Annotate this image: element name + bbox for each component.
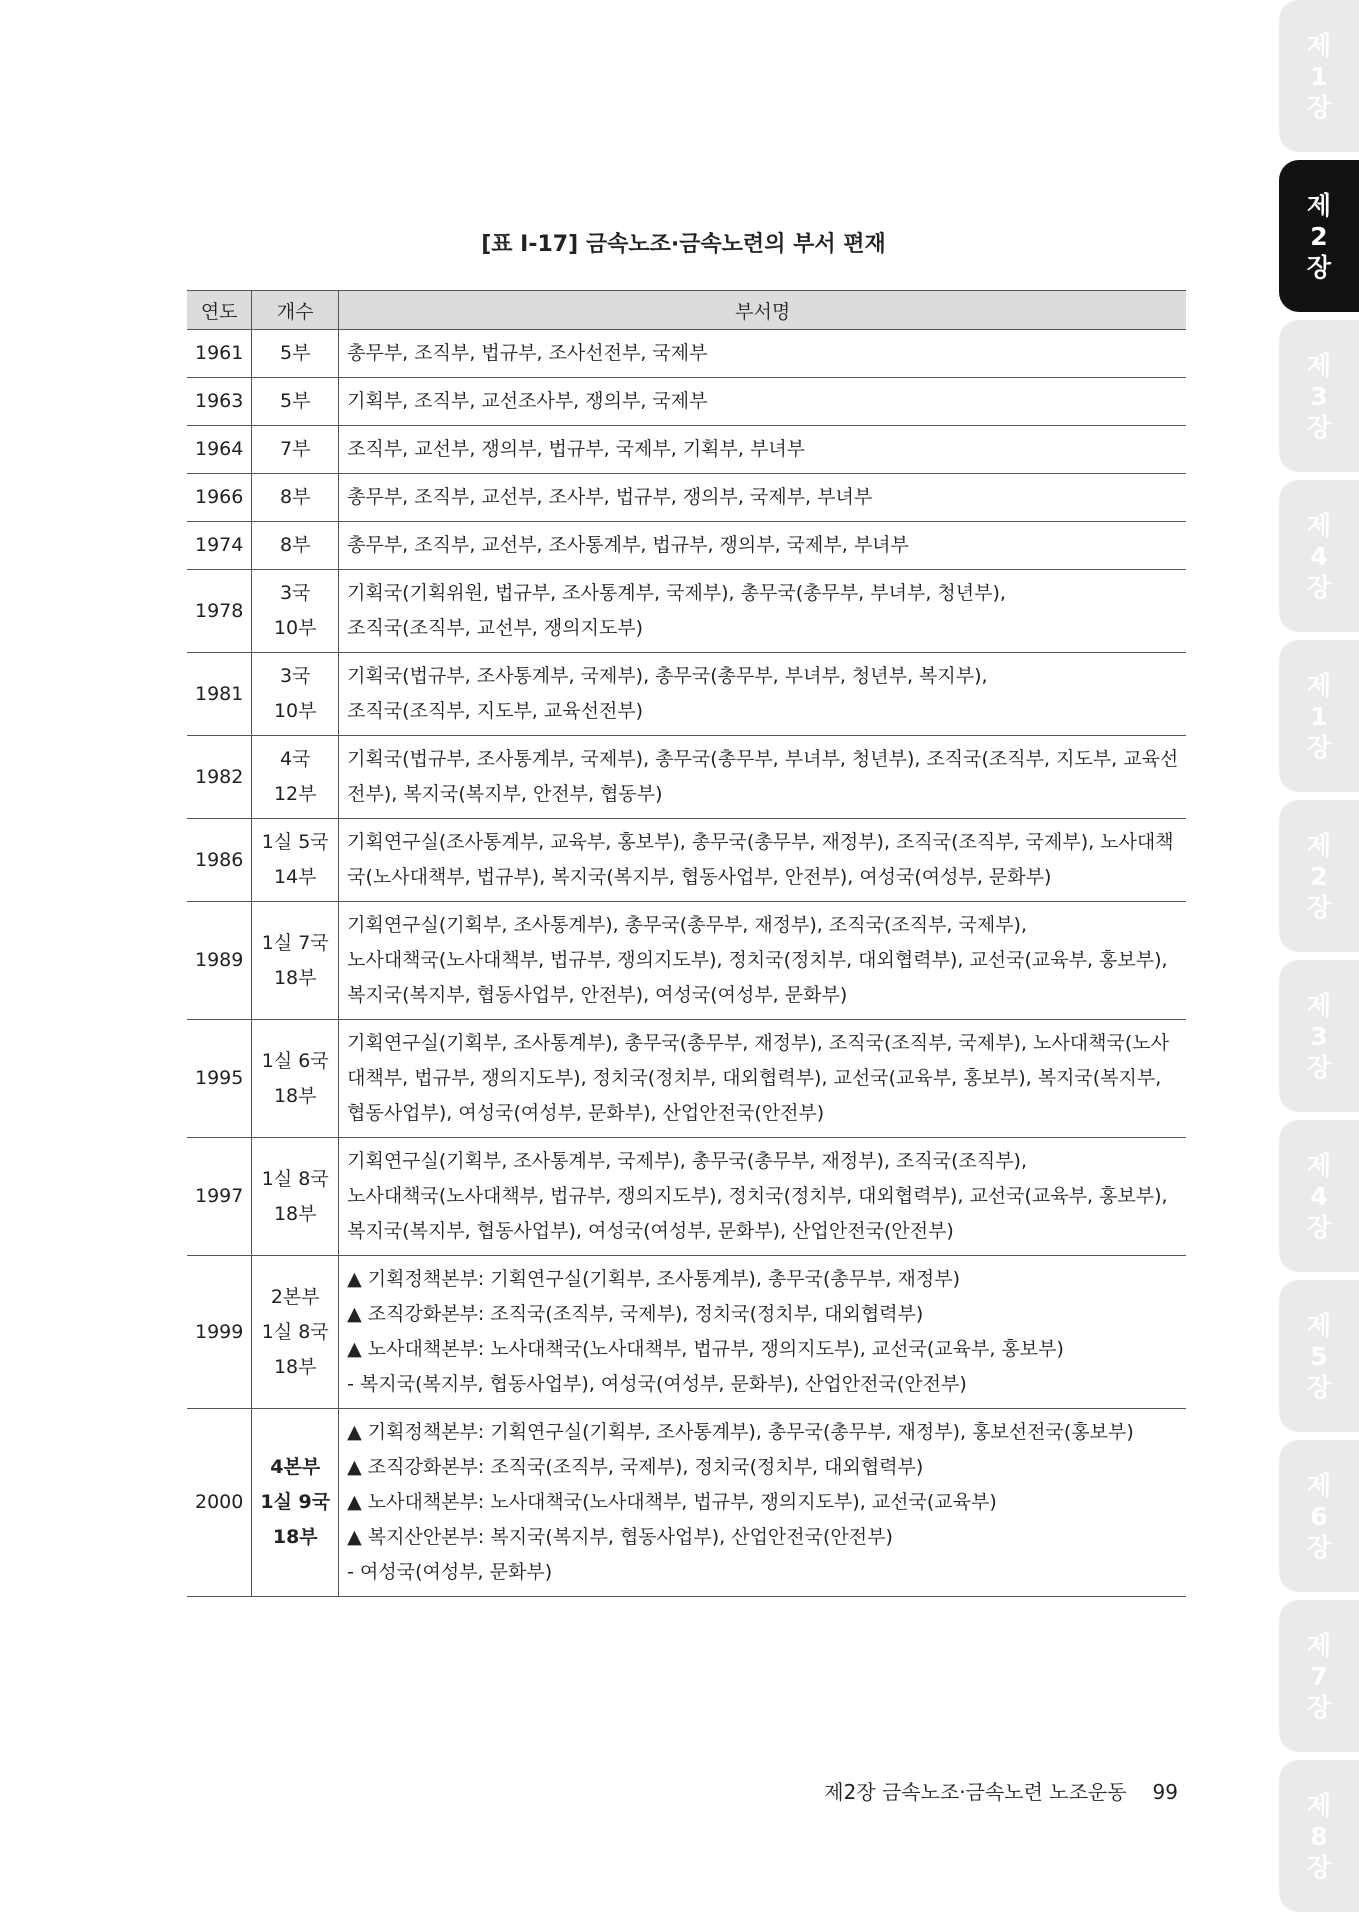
chapter-tab-char: 제 [1306, 510, 1332, 540]
department-line: 기획국(법규부, 조사통계부, 국제부), 총무국(총무부, 부녀부, 청년부), 조직국(조직부, 지도부, 교육선 [347, 748, 1179, 770]
department-line: ▲ 기획정책본부: 기획연구실(기획부, 조사통계부), 총무국(총무부, 재정부) [347, 1268, 961, 1290]
department-line: 기획연구실(조사통계부, 교육부, 홍보부), 총무국(총무부, 재정부), 조직국(조직부, 국제부), 노사대책 [347, 831, 1174, 853]
year-cell: 1978 [187, 570, 252, 653]
count-cell [252, 330, 339, 378]
departments-cell [339, 1138, 1187, 1256]
count-cell [252, 378, 339, 426]
count-line: 1실 5국 [261, 831, 329, 853]
departments-cell [339, 426, 1187, 474]
page-footer [824, 1776, 1178, 1805]
count-line: 1실 8국 [261, 1167, 329, 1190]
count-line: 10부 [273, 617, 317, 639]
count-cell [252, 426, 339, 474]
count-line: 8부 [280, 534, 311, 556]
header-departments: 부서명 [339, 291, 1187, 330]
department-line: 기획국(기획위원, 법규부, 조사통계부, 국제부), 총무국(총무부, 부녀부, 청년부), [347, 582, 1006, 604]
count-line: 1실 6국 [261, 1049, 329, 1072]
department-line: ▲ 조직강화본부: 조직국(조직부, 국제부), 정치국(정치부, 대외협력부) [347, 1456, 924, 1478]
count-line: 8부 [280, 486, 311, 508]
departments-cell [339, 522, 1187, 570]
chapter-tab-char: 장 [1306, 732, 1332, 762]
department-line: 노사대책국(노사대책부, 법규부, 쟁의지도부), 정치국(정치부, 대외협력부), 교선국(교육부, 홍보부), [347, 1185, 1168, 1207]
department-line: 기획연구실(기획부, 조사통계부), 총무국(총무부, 재정부), 조직국(조직부, 국제부), 노사대책국(노사 [347, 1032, 1169, 1054]
chapter-tab-char: 3 [1310, 1021, 1328, 1051]
count-line: 14부 [273, 866, 317, 888]
department-line: 대책부, 법규부, 쟁의지도부), 정치국(정치부, 대외협력부), 교선국(교육부, 홍보부), 복지국(복지부, [347, 1067, 1162, 1089]
table-row [187, 902, 1186, 1020]
department-line: 조직국(조직부, 지도부, 교육선전부) [347, 700, 644, 722]
chapter-tab[interactable] [1279, 0, 1359, 152]
chapter-tab-char: 제 [1306, 1150, 1332, 1180]
department-line: 노사대책국(노사대책부, 법규부, 쟁의지도부), 정치국(정치부, 대외협력부), 교선국(교육부, 홍보부), [347, 949, 1168, 971]
chapter-tab-char: 8 [1310, 1821, 1328, 1851]
year-cell: 1981 [187, 653, 252, 736]
year-cell: 1963 [187, 378, 252, 426]
department-line: 전부), 복지국(복지부, 안전부, 협동부) [347, 783, 663, 805]
department-line: ▲ 조직강화본부: 조직국(조직부, 국제부), 정치국(정치부, 대외협력부) [347, 1303, 924, 1325]
count-line: 18부 [273, 966, 317, 989]
chapter-tab-char: 장 [1306, 1212, 1332, 1242]
count-cell [252, 1138, 339, 1256]
count-line: 18부 [273, 1202, 317, 1225]
chapter-tab-char: 3 [1310, 381, 1328, 411]
table-row [187, 1020, 1186, 1138]
year-cell: 1997 [187, 1138, 252, 1256]
table-row [187, 653, 1186, 736]
table-row [187, 570, 1186, 653]
count-line: 1실 8국 [261, 1320, 329, 1343]
department-line: 총무부, 조직부, 교선부, 조사부, 법규부, 쟁의부, 국제부, 부녀부 [347, 486, 873, 508]
departments-cell [339, 1256, 1187, 1409]
department-line: 기획국(법규부, 조사통계부, 국제부), 총무국(총무부, 부녀부, 청년부, 복지부), [347, 665, 988, 687]
chapter-tab-char: 2 [1310, 861, 1328, 891]
chapter-tab-char: 제 [1306, 830, 1332, 860]
department-line: ▲ 복지산안본부: 복지국(복지부, 협동사업부), 산업안전국(안전부) [347, 1526, 893, 1548]
department-line: - 복지국(복지부, 협동사업부), 여성국(여성부, 문화부), 산업안전국(안전부) [347, 1373, 967, 1395]
chapter-tab-char: 제 [1306, 670, 1332, 700]
departments-cell [339, 736, 1187, 819]
count-cell [252, 902, 339, 1020]
chapter-tab-char: 장 [1306, 1692, 1332, 1722]
count-cell [252, 522, 339, 570]
count-cell [252, 1020, 339, 1138]
departments-cell [339, 378, 1187, 426]
count-line: 2본부 [270, 1285, 320, 1308]
chapter-tab-char: 1 [1310, 61, 1328, 91]
chapter-tab-char: 장 [1306, 1532, 1332, 1562]
chapter-tab-char: 제 [1306, 350, 1332, 380]
count-line: 4국 [280, 748, 311, 770]
department-line: 총무부, 조직부, 법규부, 조사선전부, 국제부 [347, 342, 708, 364]
department-table [187, 290, 1186, 1597]
chapter-tab[interactable] [1279, 1120, 1359, 1272]
department-line: 조직부, 교선부, 쟁의부, 법규부, 국제부, 기획부, 부녀부 [347, 438, 806, 460]
department-line: 복지국(복지부, 협동사업부, 안전부), 여성국(여성부, 문화부) [347, 984, 848, 1006]
table-row [187, 736, 1186, 819]
table-body [187, 330, 1186, 1597]
chapter-tab-char: 5 [1310, 1341, 1328, 1371]
chapter-tabs [1279, 0, 1359, 1920]
count-line: 3국 [280, 582, 311, 604]
chapter-tab-char: 2 [1310, 221, 1328, 251]
table-row [187, 1256, 1186, 1409]
chapter-tab[interactable] [1279, 1600, 1359, 1752]
year-cell: 1961 [187, 330, 252, 378]
count-cell [252, 736, 339, 819]
table-row [187, 378, 1186, 426]
departments-cell [339, 653, 1187, 736]
department-line: 기획부, 조직부, 교선조사부, 쟁의부, 국제부 [347, 390, 708, 412]
table-title: [표 Ⅰ-17] 금속노조·금속노련의 부서 편재 [481, 232, 886, 257]
count-cell [252, 653, 339, 736]
department-line: ▲ 기획정책본부: 기획연구실(기획부, 조사통계부), 총무국(총무부, 재정부), 홍보선전국(홍보부) [347, 1421, 1134, 1443]
year-cell: 1964 [187, 426, 252, 474]
year-cell: 1995 [187, 1020, 252, 1138]
chapter-tab-char: 장 [1306, 92, 1332, 122]
chapter-tab-char: 제 [1306, 1470, 1332, 1500]
count-line: 18부 [273, 1355, 317, 1378]
department-line: 조직국(조직부, 교선부, 쟁의지도부) [347, 617, 644, 639]
count-line: 1실 9국 [260, 1491, 331, 1513]
page-number: 99 [1152, 1780, 1178, 1804]
departments-cell [339, 474, 1187, 522]
table-row [187, 474, 1186, 522]
count-cell [252, 570, 339, 653]
table-row [187, 522, 1186, 570]
departments-cell [339, 1409, 1187, 1597]
departments-cell [339, 819, 1187, 902]
chapter-tab-char: 장 [1306, 252, 1332, 282]
departments-cell [339, 902, 1187, 1020]
count-line: 5부 [280, 342, 311, 364]
department-line: ▲ 노사대책본부: 노사대책국(노사대책부, 법규부, 쟁의지도부), 교선국(교육부) [347, 1491, 997, 1513]
chapter-tab[interactable] [1279, 800, 1359, 952]
year-cell: 1989 [187, 902, 252, 1020]
department-line: - 여성국(여성부, 문화부) [347, 1561, 553, 1583]
chapter-tab-char: 제 [1306, 1790, 1332, 1820]
count-cell [252, 1409, 339, 1597]
chapter-tab[interactable] [1279, 1280, 1359, 1432]
chapter-tab-char: 장 [1306, 1852, 1332, 1882]
chapter-tab-char: 장 [1306, 1372, 1332, 1402]
chapter-tab[interactable] [1279, 480, 1359, 632]
header-count: 개수 [252, 291, 339, 330]
chapter-tab-char: 제 [1306, 1630, 1332, 1660]
department-line: 기획연구실(기획부, 조사통계부), 총무국(총무부, 재정부), 조직국(조직부, 국제부), [347, 914, 1028, 936]
table-row [187, 330, 1186, 378]
chapter-tab-char: 장 [1306, 572, 1332, 602]
department-line: 국(노사대책부, 법규부), 복지국(복지부, 협동사업부, 안전부), 여성국(여성부, 문화부) [347, 866, 1052, 888]
table-row [187, 1138, 1186, 1256]
chapter-tab[interactable] [1279, 1440, 1359, 1592]
year-cell: 1999 [187, 1256, 252, 1409]
chapter-tab-char: 장 [1306, 892, 1332, 922]
chapter-tab-char: 1 [1310, 701, 1328, 731]
count-cell [252, 1256, 339, 1409]
footer-chapter-title: 제2장 금속노조·금속노련 노조운동 [824, 1780, 1127, 1804]
departments-cell [339, 1020, 1187, 1138]
department-line: 복지국(복지부, 협동사업부), 여성국(여성부, 문화부), 산업안전국(안전부) [347, 1220, 954, 1242]
department-line: ▲ 노사대책본부: 노사대책국(노사대책부, 법규부, 쟁의지도부), 교선국(교육부, 홍보부) [347, 1338, 1064, 1360]
count-line: 4본부 [270, 1456, 321, 1478]
chapter-tab[interactable] [1279, 960, 1359, 1112]
chapter-tab-char: 6 [1310, 1501, 1328, 1531]
chapter-tab-char: 제 [1306, 190, 1332, 220]
count-line: 18부 [273, 1084, 317, 1107]
table-row [187, 819, 1186, 902]
table-row [187, 1409, 1186, 1597]
chapter-tab-char: 제 [1306, 30, 1332, 60]
count-line: 7부 [280, 438, 311, 460]
header-year: 연도 [187, 291, 252, 330]
department-line: 기획연구실(기획부, 조사통계부, 국제부), 총무국(총무부, 재정부), 조직국(조직부), [347, 1150, 1028, 1172]
chapter-tab-char: 장 [1306, 1052, 1332, 1082]
count-line: 3국 [280, 665, 311, 687]
chapter-tab[interactable] [1279, 160, 1359, 312]
chapter-tab[interactable] [1279, 1760, 1359, 1912]
chapter-tab-char: 제 [1306, 990, 1332, 1020]
count-line: 12부 [273, 783, 317, 805]
chapter-tab[interactable] [1279, 640, 1359, 792]
count-line: 5부 [280, 390, 311, 412]
chapter-tab[interactable] [1279, 320, 1359, 472]
department-line: 총무부, 조직부, 교선부, 조사통계부, 법규부, 쟁의부, 국제부, 부녀부 [347, 534, 909, 556]
chapter-tab-char: 4 [1310, 541, 1328, 571]
year-cell: 1974 [187, 522, 252, 570]
department-line: 협동사업부), 여성국(여성부, 문화부), 산업안전국(안전부) [347, 1102, 825, 1124]
count-cell [252, 474, 339, 522]
count-line: 18부 [272, 1526, 318, 1548]
chapter-tab-char: 제 [1306, 1310, 1332, 1340]
count-cell [252, 819, 339, 902]
count-line: 1실 7국 [261, 931, 329, 954]
table-header-row [187, 291, 1186, 330]
year-cell: 1966 [187, 474, 252, 522]
year-cell: 1982 [187, 736, 252, 819]
table-row [187, 426, 1186, 474]
chapter-tab-char: 7 [1310, 1661, 1328, 1691]
year-cell: 2000 [187, 1409, 252, 1597]
year-cell: 1986 [187, 819, 252, 902]
chapter-tab-char: 4 [1310, 1181, 1328, 1211]
count-line: 10부 [273, 700, 317, 722]
departments-cell [339, 330, 1187, 378]
chapter-tab-char: 장 [1306, 412, 1332, 442]
departments-cell [339, 570, 1187, 653]
